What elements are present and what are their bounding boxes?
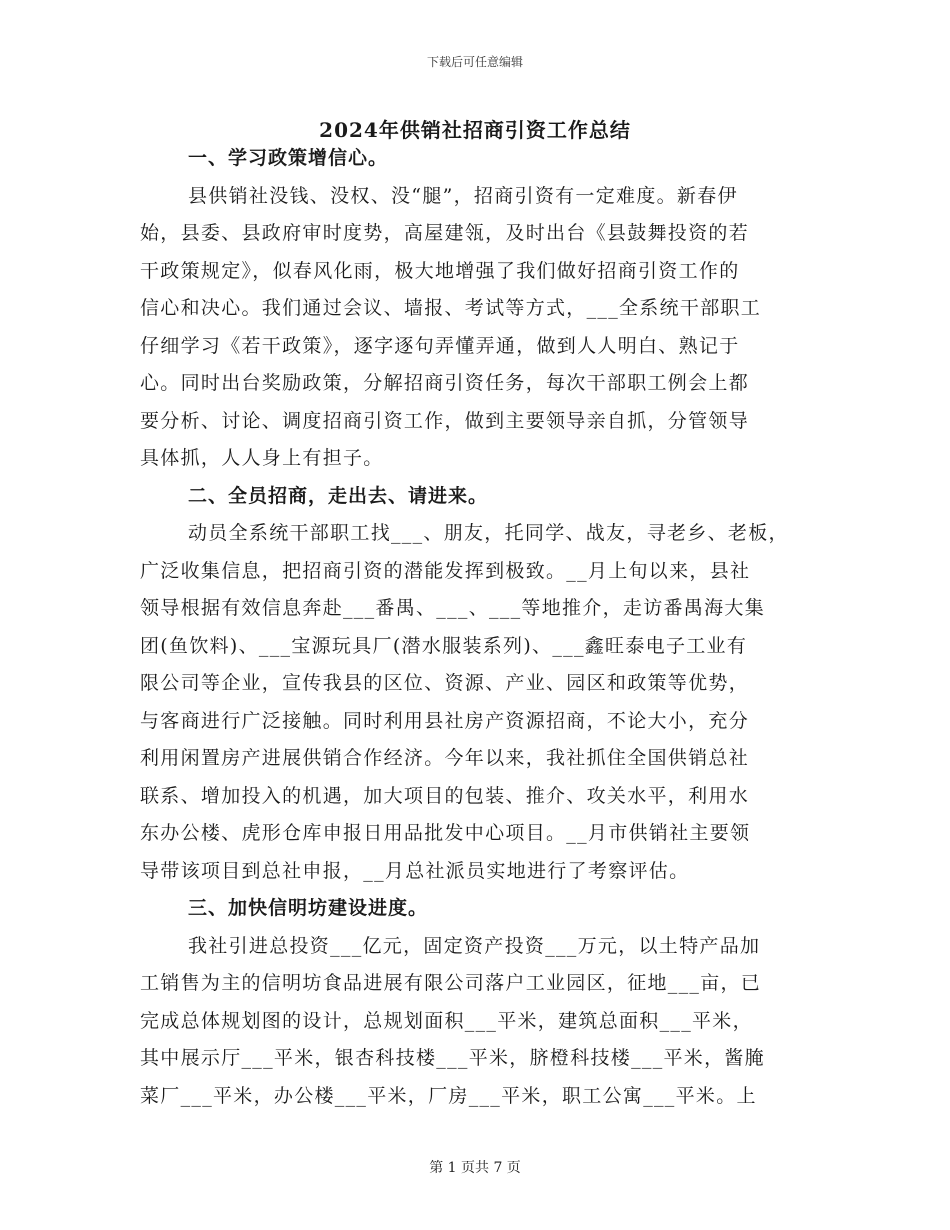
page-header: 下载后可任意编辑 [426,55,523,69]
paragraph-line: 工销售为主的信明坊食品进展有限公司落户工业园区，征地___亩，已 [140,972,762,994]
paragraph-line: 导带该项目到总社申报，__月总社派员实地进行了考察评估。 [140,859,690,882]
document-body [140,140,820,1115]
section-heading: 三、加快信明坊建设进度。 [188,897,429,919]
paragraph-line: 联系、增加投入的机遇，加大项目的包装、推介、攻关水平，利用水 [140,784,750,807]
paragraph-line: 具体抓，人人身上有担子。 [140,447,384,469]
paragraph-line: 我社引进总投资___亿元，固定资产投资___万元，以土特产品加 [188,934,761,957]
section-paragraph [140,178,820,478]
paragraph-line: 菜厂___平米，办公楼___平米，厂房___平米，职工公寓___平米。上 [140,1084,757,1107]
paragraph-line: 广泛收集信息，把招商引资的潜能发挥到极致。__月上旬以来，县社 [140,559,751,582]
paragraph-line: 东办公楼、虎形仓库申报日用品批发中心项目。__月市供销社主要领 [140,822,751,844]
paragraph-line: 干政策规定》，似春风化雨，极大地增强了我们做好招商引资工作的 [140,259,740,282]
paragraph-line: 仔细学习《若干政策》，逐字逐句弄懂弄通，做到人人明白、熟记于 [140,334,740,357]
paragraph-line: 团(鱼饮料)、___宝源玩具厂(潜水服装系列)、___鑫旺泰电子工业有 [140,634,748,657]
paragraph-line: 县供销社没钱、没权、没“腿”，招商引资有一定难度。新春伊 [188,184,738,207]
paragraph-line: 心。同时出台奖励政策，分解招商引资任务，每次干部职工例会上都 [140,372,750,394]
paragraph-line: 信心和决心。我们通过会议、墙报、考试等方式，___全系统干部职工 [140,297,762,319]
document-title: 2024年供销社招商引资工作总结 [319,118,631,142]
paragraph-line: 动员全系统干部职工找___、朋友，托同学、战友，寻老乡、老板， [188,522,789,544]
paragraph-line: 要分析、讨论、调度招商引资工作，做到主要领导亲自抓，分管领导 [140,409,750,432]
paragraph-line: 与客商进行广泛接触。同时利用县社房产资源招商，不论大小，充分 [140,709,750,732]
page-footer: 第 1 页共 7 页 [429,1160,521,1176]
section-heading: 二、全员招商，走出去、请进来。 [188,484,489,507]
section-heading: 一、学习政策增信心。 [188,147,389,169]
section-paragraph [140,515,820,890]
paragraph-line: 其中展示厅___平米，银杏科技楼___平米，脐橙科技楼___平米，酱腌 [140,1047,766,1069]
section-paragraph [140,928,820,1116]
paragraph-line: 利用闲置房产进展供销合作经济。今年以来，我社抓住全国供销总社 [140,747,750,769]
paragraph-line: 完成总体规划图的设计，总规划面积___平米，建筑总面积___平米， [140,1009,753,1032]
paragraph-line: 领导根据有效信息奔赴___番禺、___、___等地推介，走访番禺海大集 [140,597,766,619]
paragraph-line: 限公司等企业，宣传我县的区位、资源、产业、园区和政策等优势， [140,672,750,694]
paragraph-line: 始，县委、县政府审时度势，高屋建瓴，及时出台《县鼓舞投资的若 [140,222,750,244]
